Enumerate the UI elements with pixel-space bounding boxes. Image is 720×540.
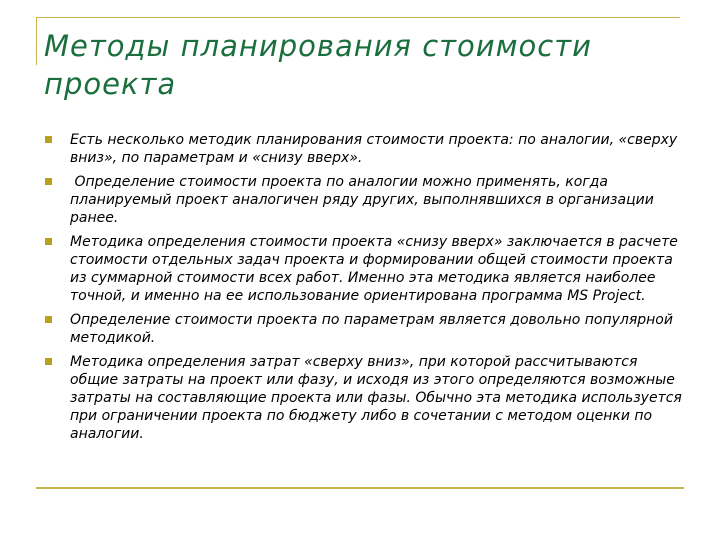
square-bullet-icon [45,178,52,185]
bullet-list [42,131,682,449]
bullet-item [42,173,682,227]
square-bullet-icon [45,136,52,143]
square-bullet-icon [45,358,52,365]
left-divider [36,17,37,65]
bullet-item [42,233,682,305]
bullet-text: Методика определения затрат «сверху вниз», при которой рассчитываются общие затраты на проект или фазу, и исходя из этого определяются возможные затраты на составляющие проекта или фазы. Обычно эта методика используется при ограничении проекта по бюджету либо в сочетании с методом оценки по аналогии. [70,354,682,442]
square-bullet-icon [45,238,52,245]
bullet-text: Определение стоимости проекта по аналогии можно применять, когда планируемый проект аналогичен ряду других, выполнявшихся в организации ранее. [70,174,659,226]
slide-title: Методы планирования стоимости проекта [44,29,592,101]
bullet-text: Есть несколько методик планирования стоимости проекта: по аналогии, «сверху вниз», по параметрам и «снизу вверх». [70,132,678,166]
bottom-divider [36,487,684,489]
bullet-item [42,131,682,167]
bullet-text: Определение стоимости проекта по параметрам является довольно популярной методикой. [70,312,673,346]
bullet-item [42,353,682,443]
square-bullet-icon [45,316,52,323]
bullet-text: Методика определения стоимости проекта «снизу вверх» заключается в расчете стоимости отдельных задач проекта и формировании общей стоимости проекта из суммарной стоимости всех работ. Именно эта методика является наиболее точной, и именно на ее использование ориентирована программа MS Project. [70,234,678,304]
top-divider [36,17,680,18]
bullet-item [42,311,682,347]
